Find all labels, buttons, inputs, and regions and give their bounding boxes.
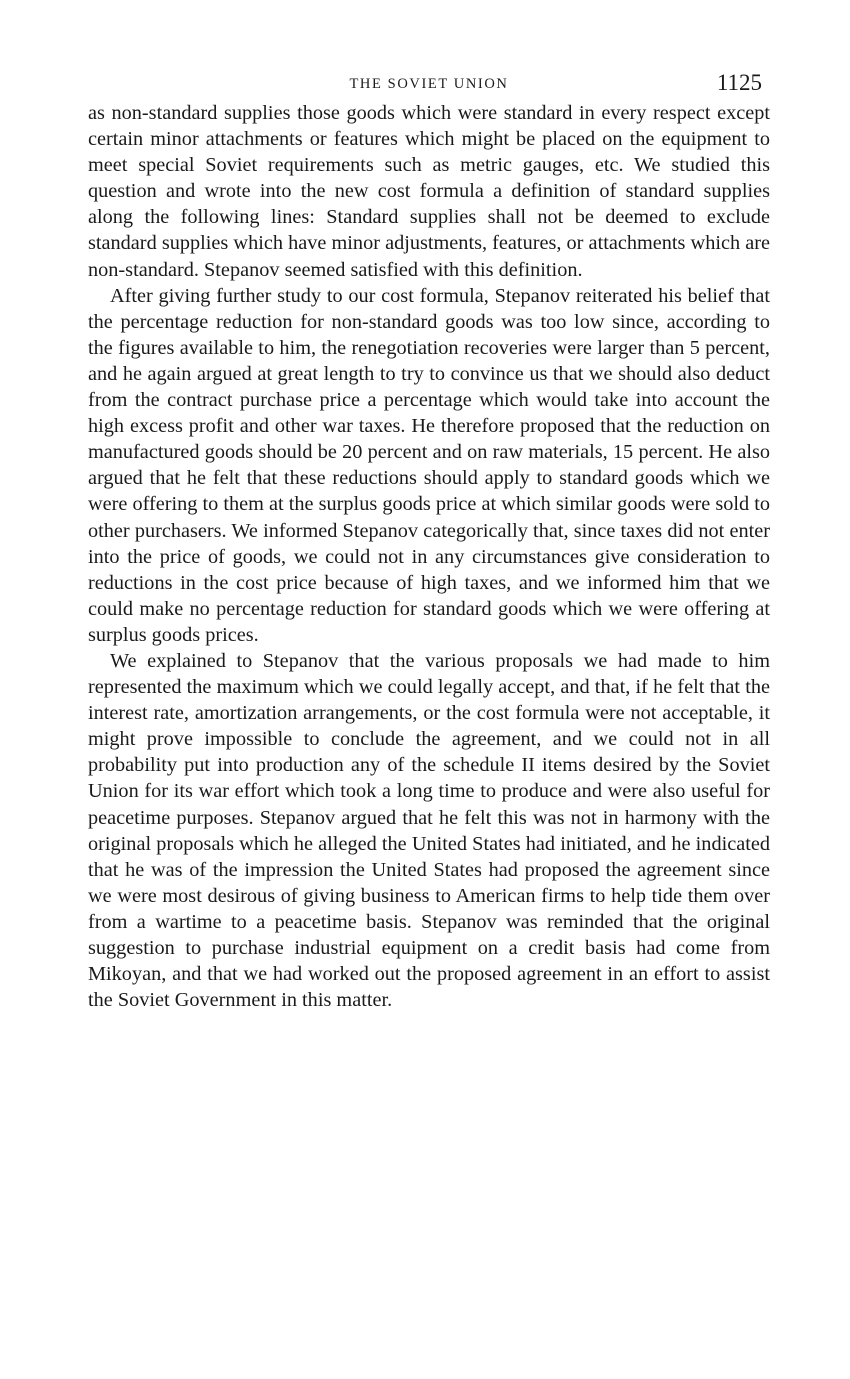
paragraph-cost-formula: After giving further study to our cost formula, Stepanov reiterated his belief that the percentage reduction for non-standard goods was too low since, according to the figures available to him, the renegotiation recoveries were larger than 5 percent, and he again argued at great length to try to convince us that we should also deduct from the contract purchase price a percentage which would take into account the high excess profit and other war taxes. He therefore proposed that the reduction on manufactured goods should be 20 percent and on raw materials, 15 percent. He also argued that he felt that these reductions should apply to standard goods which we were offering to them at the surplus goods price at which similar goods were sold to other purchasers. We informed Stepanov categorically that, since taxes did not enter into the price of goods, we could not in any circumstances give consideration to reductions in the cost price because of high taxes, and we informed him that we could make no percentage reduction for standard goods which we were offering at surplus goods prices.	[88, 284, 770, 646]
running-header	[88, 64, 770, 100]
paragraph-proposals: We explained to Stepanov that the various proposals we had made to him represented the maximum which we could legally accept, and that, if he felt that the interest rate, amortization arrangements, or the cost formula were not acceptable, it might prove impossible to conclude the agreement, and we could not in all probability put into production any of the schedule II items desired by the Soviet Union for its war effort which took a long time to produce and were also useful for peacetime purposes. Stepanov argued that he felt this was not in harmony with the original proposals which he alleged the United States had initiated, and he indicated that he was of the impression the United States had proposed the agreement since we were most desirous of giving business to American firms to help tide them over from a wartime to a peacetime basis. Stepanov was reminded that the original suggestion to purchase industrial equipment on a credit basis had come from Mikoyan, and that we had worked out the proposed agreement in an effort to assist the Soviet Government in this matter.	[88, 649, 770, 1012]
body-text	[88, 100, 770, 1013]
document-page	[88, 64, 770, 1013]
page-number: 1125	[716, 70, 762, 95]
running-title: THE SOVIET UNION	[349, 76, 509, 92]
paragraph-continued: as non-standard supplies those goods which were standard in every respect except certain minor attachments or features which might be placed on the equipment to meet special Soviet requirements such as metric gauges, etc. We studied this question and wrote into the new cost formula a definition of standard supplies along the following lines: Standard supplies shall not be deemed to exclude standard supplies which have minor adjustments, features, or attachments which are non-standard. Stepanov seemed satisfied with this definition.	[88, 102, 770, 281]
